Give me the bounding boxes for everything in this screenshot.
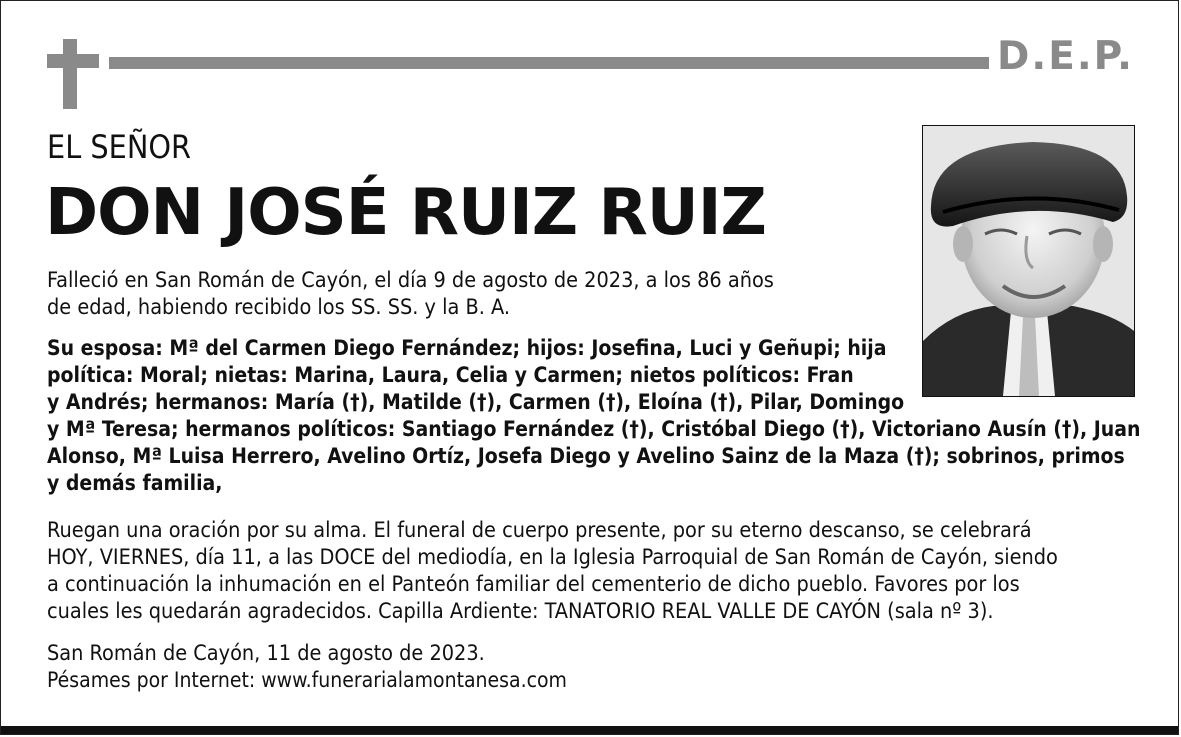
dep-label: D.E.P. [997, 34, 1134, 79]
text-line: a continuación la inhumación en el Panteón familiar del cementerio de dicho pueblo. Favores por los [47, 572, 1020, 597]
text-line: y demás familia, [47, 471, 223, 495]
dateline: San Román de Cayón, 11 de agosto de 2023. [47, 641, 485, 666]
condolence-website: Pésames por Internet: www.funerarialamontanesa.com [47, 668, 567, 692]
text-line: y Mª Teresa; hermanos políticos: Santiago Fernández (†), Cristóbal Diego (†), Victoriano Ausín (†), Juan [47, 417, 1141, 441]
text-line: Ruegan una oración por su alma. El funeral de cuerpo presente, por su eterno descanso, se celebrará [47, 518, 1032, 543]
header-rule [109, 57, 989, 69]
text-line: HOY, VIERNES, día 11, a las DOCE del mediodía, en la Iglesia Parroquial de San Román de Cayón, siendo [47, 545, 1058, 570]
text-line: Alonso, Mª Luisa Herrero, Avelino Ortíz, Josefa Diego y Avelino Sainz de la Maza (†); sobrinos, primos [47, 444, 1125, 468]
family-list [47, 335, 1141, 497]
text-line: política: Moral; nietas: Marina, Laura, Celia y Carmen; nietos políticos: Fran [47, 363, 854, 387]
text-line: Su esposa: Mª del Carmen Diego Fernández; hijos: Josefina, Luci y Geñupi; hija [47, 336, 887, 360]
deceased-name: DON JOSÉ RUIZ RUIZ [45, 176, 766, 250]
bottom-rule [1, 726, 1178, 734]
funeral-service-details [47, 517, 1147, 625]
honorific: EL SEÑOR [47, 128, 192, 166]
text-line: de edad, habiendo recibido los SS. SS. y la B. A. [47, 295, 511, 320]
text-line: Falleció en San Román de Cayón, el día 9 de agosto de 2023, a los 86 años [47, 268, 774, 293]
text-line: cuales les quedarán agradecidos. Capilla Ardiente: TANATORIO REAL VALLE DE CAYÓN (sala nº 3). [47, 599, 994, 624]
death-announcement [47, 267, 827, 321]
text-line: y Andrés; hermanos: María (†), Matilde (†), Carmen (†), Eloína (†), Pilar, Domingo [47, 390, 905, 414]
